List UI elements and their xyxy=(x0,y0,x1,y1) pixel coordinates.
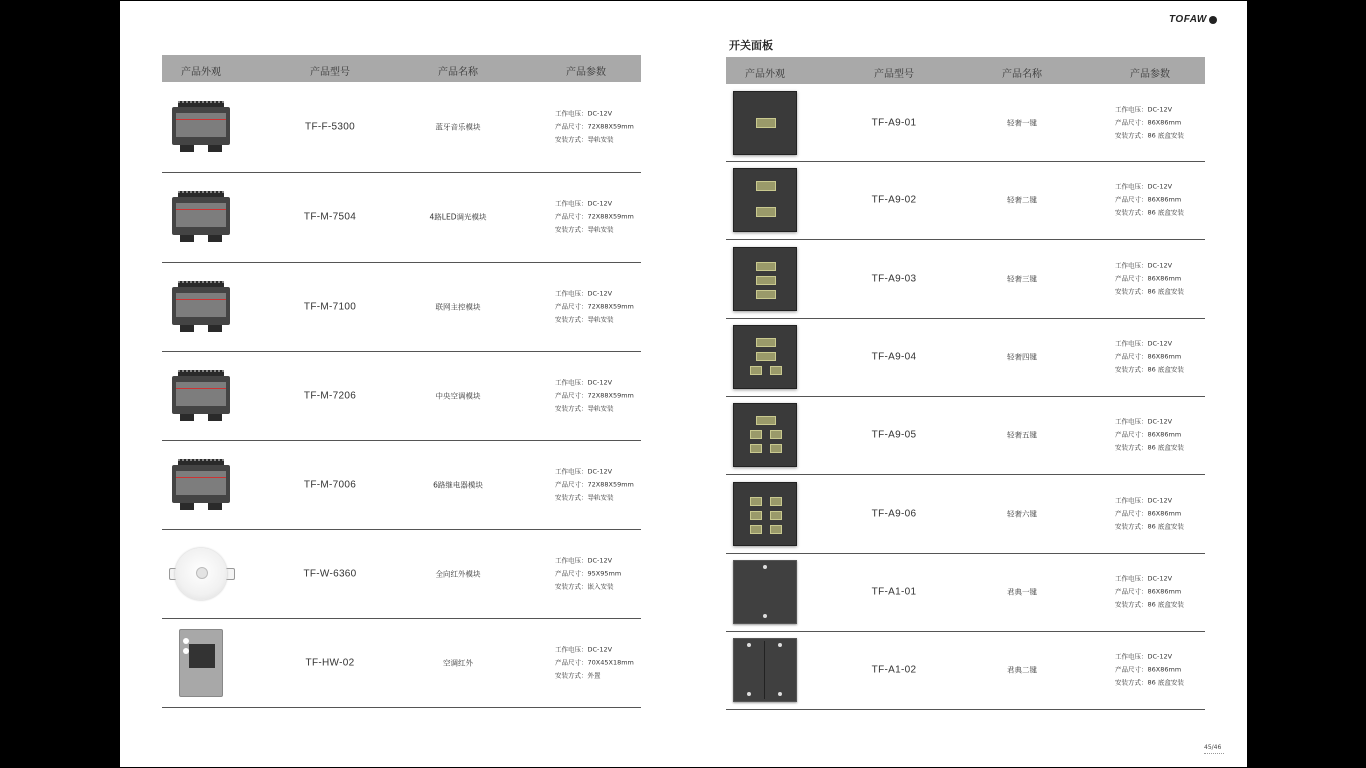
product-model: TF-A9-01 xyxy=(871,117,917,128)
product-image xyxy=(733,482,797,546)
spec-install: 安装方式：86 底盒安装 xyxy=(1115,287,1184,295)
spec-install: 安装方式：导轨安装 xyxy=(555,135,614,144)
product-name: 空调红外 xyxy=(443,658,473,667)
spec-size: 产品尺寸：72X88X59mm xyxy=(555,480,634,488)
spec-voltage: 工作电压：DC-12V xyxy=(555,199,613,208)
table-row xyxy=(162,529,641,619)
ceiling-sensor-icon xyxy=(165,548,237,600)
product-name: 轻奢二键 xyxy=(1007,195,1037,205)
table-row xyxy=(162,82,641,173)
table-row xyxy=(162,618,641,708)
product-model: TF-A1-01 xyxy=(871,586,917,598)
spec-voltage: 工作电压：DC-12V xyxy=(555,378,613,386)
spec-size: 产品尺寸：86X86mm xyxy=(1115,430,1182,439)
switch-panel-icon xyxy=(733,91,797,155)
header-params: 产品参数 xyxy=(1130,69,1170,80)
catalog-page xyxy=(120,1,1247,767)
product-model: TF-A1-02 xyxy=(871,664,917,676)
spec-size: 产品尺寸：72X88X59mm xyxy=(555,302,634,310)
page-divider xyxy=(1204,753,1224,754)
spec-size: 产品尺寸：72X88X59mm xyxy=(555,212,634,221)
spec-voltage: 工作电压：DC-12V xyxy=(555,289,613,297)
switch-panel-icon xyxy=(733,638,797,702)
product-specs xyxy=(555,465,634,504)
product-specs xyxy=(555,198,634,237)
header-name: 产品名称 xyxy=(1002,69,1042,80)
product-image xyxy=(172,191,230,243)
spec-size: 产品尺寸：86X86mm xyxy=(1115,665,1182,674)
spec-install: 安装方式：导轨安装 xyxy=(555,225,614,234)
product-specs xyxy=(555,554,621,593)
table-header xyxy=(162,55,641,82)
product-specs xyxy=(555,287,634,326)
spec-size: 产品尺寸：72X88X59mm xyxy=(555,391,634,399)
product-name: 蓝牙音乐模块 xyxy=(435,122,481,132)
spec-voltage: 工作电压：DC-12V xyxy=(1115,105,1173,113)
product-name: 轻奢五键 xyxy=(1007,430,1037,440)
product-name: 4路LED调光模块 xyxy=(429,212,487,222)
spec-install: 安装方式：86 底盒安装 xyxy=(1115,522,1184,530)
product-image xyxy=(733,247,797,311)
product-specs xyxy=(1115,573,1184,612)
brand-dot-icon xyxy=(1209,16,1217,24)
product-image xyxy=(179,629,223,697)
product-image xyxy=(172,459,230,511)
product-image xyxy=(733,168,797,232)
header-model: 产品型号 xyxy=(310,67,350,78)
product-model: TF-M-7100 xyxy=(303,301,357,312)
spec-size: 产品尺寸：86X86mm xyxy=(1115,509,1182,517)
table-row xyxy=(162,351,641,441)
switch-panel-icon xyxy=(733,403,797,467)
product-model: TF-F-5300 xyxy=(305,121,355,133)
product-image xyxy=(733,91,797,155)
product-name: 君典一键 xyxy=(1007,587,1037,597)
spec-install: 安装方式：导轨安装 xyxy=(555,493,614,501)
product-image xyxy=(733,325,797,389)
switch-panel-icon xyxy=(733,560,797,624)
product-specs xyxy=(1115,494,1184,533)
switch-panel-icon xyxy=(733,325,797,389)
spec-install: 安装方式：导轨安装 xyxy=(555,404,614,412)
header-name: 产品名称 xyxy=(438,67,478,78)
spec-install: 安装方式：86 底盒安装 xyxy=(1115,443,1184,452)
spec-voltage: 工作电压：DC-12V xyxy=(1115,261,1173,269)
section-title: 开关面板 xyxy=(729,39,773,52)
product-model: TF-M-7206 xyxy=(303,390,357,401)
product-specs xyxy=(555,108,634,147)
switch-panel-icon xyxy=(733,168,797,232)
table-header xyxy=(726,57,1205,84)
product-image xyxy=(733,403,797,467)
spec-voltage: 工作电压：DC-12V xyxy=(1115,417,1173,426)
spec-voltage: 工作电压：DC-12V xyxy=(555,556,613,564)
table-row xyxy=(726,161,1205,240)
product-model: TF-W-6360 xyxy=(303,568,357,579)
product-specs xyxy=(1115,103,1184,142)
spec-install: 安装方式：86 底盒安装 xyxy=(1115,365,1184,374)
header-appearance: 产品外观 xyxy=(181,67,221,78)
product-specs xyxy=(555,643,634,682)
page-number xyxy=(1204,744,1224,754)
spec-size: 产品尺寸：86X86mm xyxy=(1115,195,1182,204)
product-name: 轻奢三键 xyxy=(1007,274,1037,283)
spec-size: 产品尺寸：86X86mm xyxy=(1115,274,1182,282)
product-name: 君典二键 xyxy=(1007,665,1037,675)
header-appearance: 产品外观 xyxy=(745,69,785,80)
product-name: 轻奢一键 xyxy=(1007,118,1037,127)
product-model: TF-A9-05 xyxy=(871,429,917,441)
table-row xyxy=(726,396,1205,475)
spec-voltage: 工作电压：DC-12V xyxy=(555,467,613,475)
spec-install: 安装方式：嵌入安装 xyxy=(555,582,614,590)
din-rail-module-icon xyxy=(172,459,230,511)
spec-voltage: 工作电压：DC-12V xyxy=(1115,182,1173,191)
table-row xyxy=(162,440,641,530)
spec-voltage: 工作电压：DC-12V xyxy=(1115,339,1173,348)
product-model: TF-A9-02 xyxy=(871,194,917,206)
spec-install: 安装方式：导轨安装 xyxy=(555,315,614,323)
product-name: 6路继电器模块 xyxy=(433,480,483,489)
product-specs xyxy=(1115,338,1184,377)
din-rail-module-icon xyxy=(172,101,230,153)
spec-install: 安装方式：86 底盒安装 xyxy=(1115,600,1184,609)
table-row xyxy=(162,262,641,352)
product-name: 轻奢四键 xyxy=(1007,352,1037,362)
ir-box-icon xyxy=(179,629,223,697)
product-name: 轻奢六键 xyxy=(1007,509,1037,518)
product-model: TF-HW-02 xyxy=(305,657,355,668)
table-row xyxy=(726,553,1205,632)
spec-install: 安装方式：86 底盒安装 xyxy=(1115,208,1184,217)
table-row xyxy=(726,239,1205,319)
spec-size: 产品尺寸：86X86mm xyxy=(1115,587,1182,596)
product-specs xyxy=(1115,651,1184,690)
product-specs xyxy=(1115,416,1184,455)
product-image xyxy=(172,101,230,153)
product-model: TF-M-7504 xyxy=(303,211,357,223)
header-params: 产品参数 xyxy=(566,67,606,78)
product-image xyxy=(172,281,230,333)
switch-panel-icon xyxy=(733,482,797,546)
header-model: 产品型号 xyxy=(874,69,914,80)
page-number-text: 45/46 xyxy=(1204,744,1222,751)
table-row xyxy=(726,84,1205,162)
din-rail-module-icon xyxy=(172,191,230,243)
din-rail-module-icon xyxy=(172,281,230,333)
product-image xyxy=(733,560,797,624)
product-specs xyxy=(1115,259,1184,298)
spec-voltage: 工作电压：DC-12V xyxy=(1115,652,1173,661)
table-row xyxy=(726,474,1205,554)
product-name: 全向红外模块 xyxy=(435,569,481,578)
table-row xyxy=(726,631,1205,710)
product-image xyxy=(165,548,237,600)
spec-size: 产品尺寸：86X86mm xyxy=(1115,352,1182,361)
spec-size: 产品尺寸：95X95mm xyxy=(555,569,622,577)
product-model: TF-A9-03 xyxy=(871,273,917,284)
table-row xyxy=(726,318,1205,397)
din-rail-module-icon xyxy=(172,370,230,422)
product-specs xyxy=(555,376,634,415)
product-model: TF-M-7006 xyxy=(303,479,357,490)
spec-size: 产品尺寸：72X88X59mm xyxy=(555,122,634,131)
product-image xyxy=(733,638,797,702)
spec-size: 产品尺寸：86X86mm xyxy=(1115,118,1182,126)
spec-voltage: 工作电压：DC-12V xyxy=(555,109,613,118)
spec-install: 安装方式：86 底盒安装 xyxy=(1115,678,1184,687)
product-specs xyxy=(1115,181,1184,220)
switch-panel-icon xyxy=(733,247,797,311)
brand-logo: TOFAW xyxy=(1169,14,1217,25)
product-name: 联网主控模块 xyxy=(435,302,481,311)
spec-voltage: 工作电压：DC-12V xyxy=(1115,496,1173,504)
spec-size: 产品尺寸：70X45X18mm xyxy=(555,658,634,666)
table-row xyxy=(162,172,641,263)
spec-install: 安装方式：外置 xyxy=(555,671,601,679)
product-name: 中央空调模块 xyxy=(435,391,481,400)
spec-voltage: 工作电压：DC-12V xyxy=(555,645,613,653)
spec-install: 安装方式：86 底盒安装 xyxy=(1115,131,1184,139)
spec-voltage: 工作电压：DC-12V xyxy=(1115,574,1173,583)
product-model: TF-A9-06 xyxy=(871,508,917,519)
product-image xyxy=(172,370,230,422)
product-model: TF-A9-04 xyxy=(871,351,917,363)
